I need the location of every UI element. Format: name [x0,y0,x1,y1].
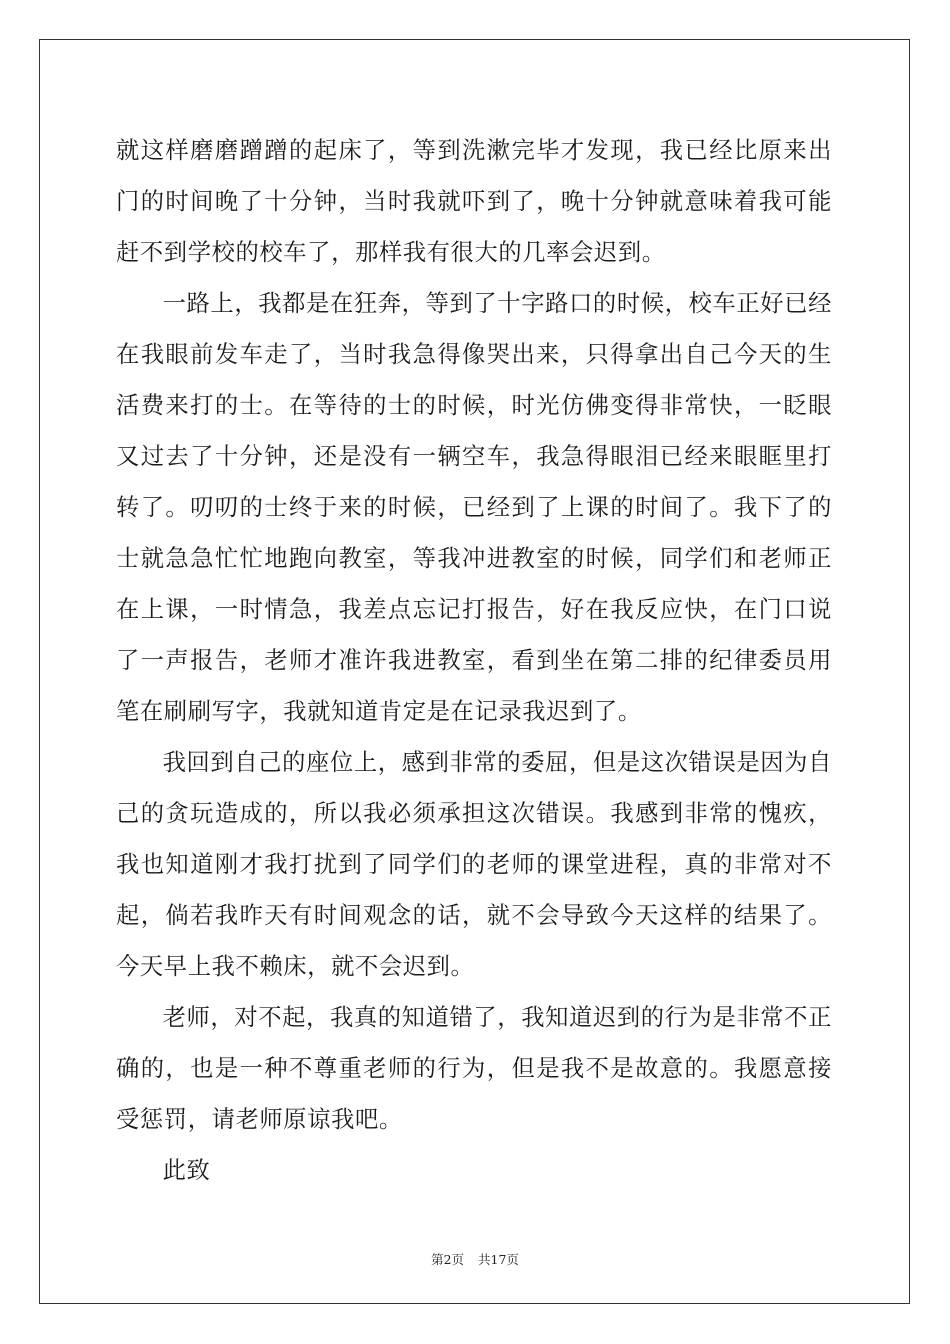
document-body [116,125,832,1196]
paragraph-late-bus: 一路上，我都是在狂奔，等到了十字路口的时候，校车正好已经在我眼前发车走了，当时我急得像哭出来，只得拿出自己今天的生活费来打的士。在等待的士的时候，时光仿佛变得非常快，一眨眼又过去了十分钟，还是没有一辆空车，我急得眼泪已经来眼眶里打转了。叨叨的士终于来的时候，已经到了上课的时间了。我下了的士就急急忙忙地跑向教室，等我冲进教室的时候，同学们和老师正在上课，一时情急，我差点忘记打报告，好在我反应快，在门口说了一声报告，老师才准许我进教室，看到坐在第二排的纪律委员用笔在刷刷写字，我就知道肯定是在记录我迟到了。 [116,290,832,725]
page-number: 第2页 [431,1252,465,1267]
paragraph-continuation: 就这样磨磨蹭蹭的起床了，等到洗漱完毕才发现，我已经比原来出门的时间晚了十分钟，当时我就吓到了，晚十分钟就意味着我可能赶不到学校的校车了，那样我有很大的几率会迟到。 [116,137,832,266]
closing-salutation: 此致 [162,1157,211,1184]
paragraph-reflection: 我回到自己的座位上，感到非常的委屈，但是这次错误是因为自己的贪玩造成的，所以我必须承担这次错误。我感到非常的愧疚，我也知道刚才我打扰到了同学们的老师的课堂进程，真的非常对不起，倘若我昨天有时间观念的话，就不会导致今天这样的结果了。今天早上我不赖床，就不会迟到。 [116,749,832,980]
page-footer [0,1250,950,1268]
page-total: 共17页 [478,1252,519,1267]
paragraph-apology: 老师，对不起，我真的知道错了，我知道迟到的行为是非常不正确的，也是一种不尊重老师的行为，但是我不是故意的。我愿意接受惩罚，请老师原谅我吧。 [116,1004,832,1133]
